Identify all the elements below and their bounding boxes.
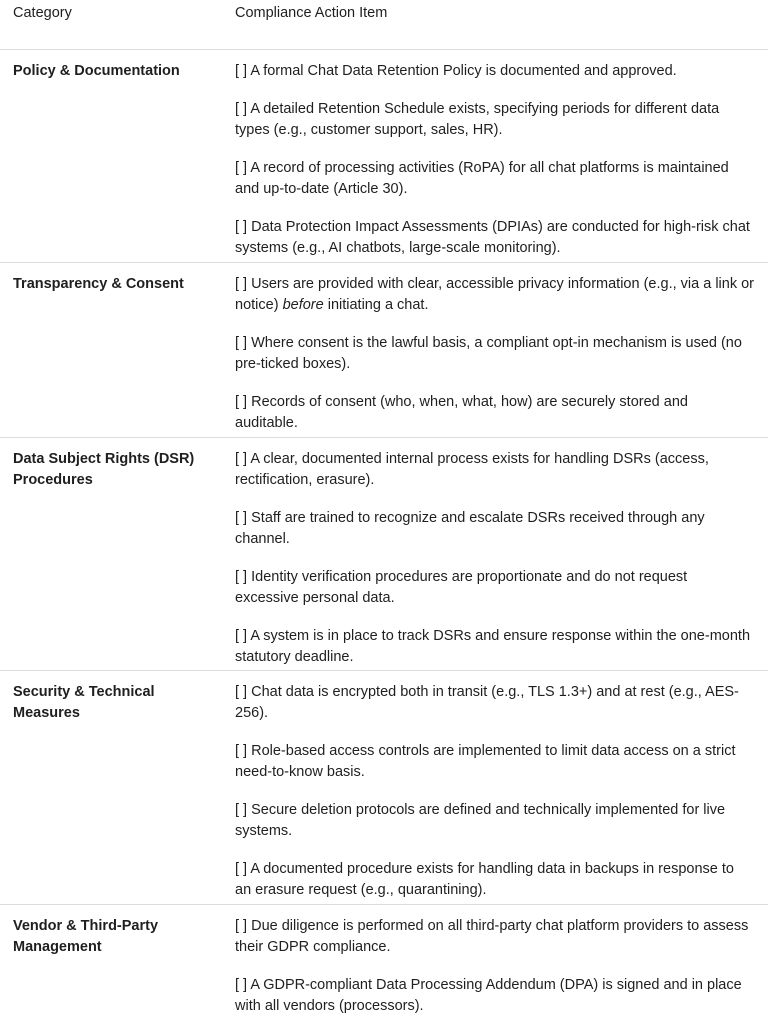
table-row xyxy=(0,50,768,263)
table-row xyxy=(0,263,768,438)
action-item xyxy=(235,263,754,322)
action-item: [ ] Records of consent (who, when, what, how) are securely stored and auditable. xyxy=(235,394,688,431)
action-item-text: [ ] Users are provided with clear, accessible privacy information (e.g., via a link or notice) xyxy=(235,276,754,313)
action-item: [ ] A formal Chat Data Retention Policy is documented and approved. xyxy=(235,63,677,79)
category-label: Security & Technical Measures xyxy=(13,684,155,721)
action-item: [ ] A record of processing activities (RoPA) for all chat platforms is maintained and up-to-date (Article 30). xyxy=(235,160,729,197)
table-row xyxy=(0,671,768,905)
action-item: [ ] Where consent is the lawful basis, a compliant opt-in mechanism is used (no pre-ticked boxes). xyxy=(235,335,742,372)
action-item: [ ] A system is in place to track DSRs and ensure response within the one-month statutory deadline. xyxy=(235,628,751,665)
action-item: [ ] A detailed Retention Schedule exists, specifying periods for different data types (e.g., customer support, sales, HR). xyxy=(235,101,720,138)
action-item: [ ] Secure deletion protocols are defined and technically implemented for live systems. xyxy=(235,802,726,839)
action-item: [ ] Identity verification procedures are proportionate and do not request excessive personal data. xyxy=(235,569,688,606)
action-item: [ ] Chat data is encrypted both in transit (e.g., TLS 1.3+) and at rest (e.g., AES-256). xyxy=(235,684,739,721)
action-item: [ ] A clear, documented internal process exists for handling DSRs (access, rectification, erasure). xyxy=(235,451,709,488)
action-item: [ ] Data Protection Impact Assessments (DPIAs) are conducted for high-risk chat systems (e.g., AI chatbots, large-scale monitoring). xyxy=(235,219,750,256)
action-item-emphasis: before xyxy=(282,297,324,313)
action-item: [ ] Due diligence is performed on all third-party chat platform providers to assess their GDPR compliance. xyxy=(235,918,749,955)
action-item: [ ] Role-based access controls are implemented to limit data access on a strict need-to-know basis. xyxy=(235,743,736,780)
table-row xyxy=(0,438,768,671)
table-row xyxy=(0,905,768,1030)
category-label: Transparency & Consent xyxy=(13,276,184,292)
action-item-text: initiating a chat. xyxy=(323,297,429,313)
header-category: Category xyxy=(13,5,72,21)
action-item: [ ] A GDPR-compliant Data Processing Addendum (DPA) is signed and in place with all vendors (processors). xyxy=(235,977,742,1014)
category-label: Data Subject Rights (DSR) Procedures xyxy=(13,451,195,488)
category-label: Policy & Documentation xyxy=(13,63,180,79)
category-label: Vendor & Third-Party Management xyxy=(13,918,159,955)
header-compliance-action-item: Compliance Action Item xyxy=(235,5,388,21)
table-header-row xyxy=(0,0,768,50)
action-item: [ ] A documented procedure exists for handling data in backups in response to an erasure request (e.g., quarantining). xyxy=(235,861,734,898)
action-item: [ ] Staff are trained to recognize and escalate DSRs received through any channel. xyxy=(235,510,705,547)
